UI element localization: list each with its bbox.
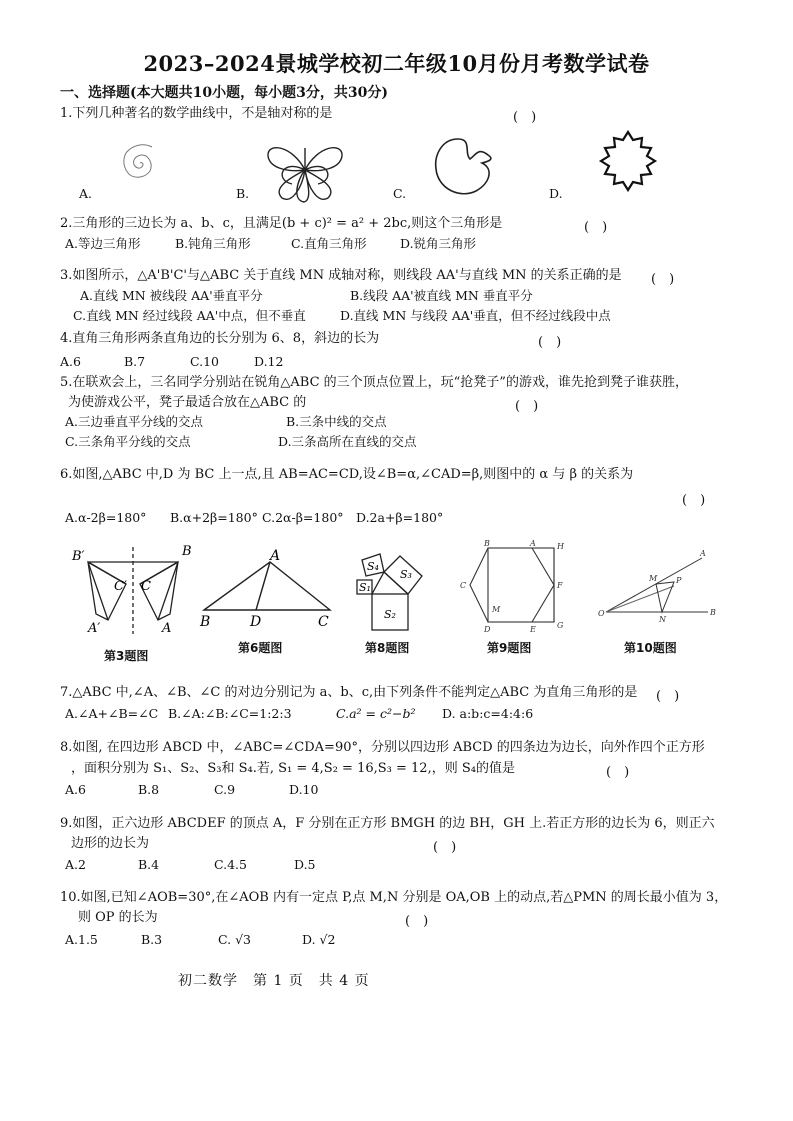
figure-6-caption: 第6题图 bbox=[238, 641, 283, 655]
q9-option-d: D.5 bbox=[294, 857, 316, 872]
fig10-label-n: N bbox=[659, 615, 666, 624]
fig10-label-a: A bbox=[700, 549, 706, 558]
q1-label-c: C. bbox=[393, 186, 407, 201]
fig10-label-m: M bbox=[649, 574, 658, 583]
q7-option-c: C.a² = c²−b² bbox=[336, 706, 416, 721]
q4-option-b: B.7 bbox=[124, 354, 146, 369]
q8-option-d: D.10 bbox=[289, 782, 319, 797]
q2-option-d: D.锐角三角形 bbox=[400, 236, 477, 251]
fig6-label-c: C bbox=[318, 614, 329, 630]
q10-option-a: A.1.5 bbox=[65, 932, 98, 947]
q8-option-b: B.8 bbox=[138, 782, 160, 797]
q4-answer-paren: ( ) bbox=[538, 335, 562, 350]
fig3-label-a: A bbox=[162, 621, 172, 636]
q1-answer-paren: ( ) bbox=[513, 110, 537, 125]
q6-option-d: D.2a+β=180° bbox=[356, 510, 444, 525]
q5-text-line2: 为使游戏公平，凳子最适合放在△ABC 的 bbox=[68, 395, 307, 410]
fig9-label-c: C bbox=[460, 581, 467, 590]
figure-3 bbox=[68, 542, 198, 637]
q10-text-line1: 10.如图,已知∠AOB=30°,在∠AOB 内有一定点 P,点 M,N 分别是 OA,OB 上的动点,若△PMN 的周长最小值为 3， bbox=[60, 890, 728, 905]
page-footer: 初二数学 第 1 页 共 4 页 bbox=[178, 973, 370, 989]
q2-option-a: A.等边三角形 bbox=[65, 236, 141, 251]
q1-label-b: B. bbox=[236, 186, 250, 201]
fig6-label-d: D bbox=[250, 614, 262, 630]
fig10-label-p: P bbox=[676, 576, 682, 585]
fig3-label-b: B bbox=[182, 544, 192, 559]
fig8-label-s4: S₄ bbox=[367, 560, 379, 573]
fig9-label-d: D bbox=[484, 625, 491, 634]
figure-3-caption: 第3题图 bbox=[104, 649, 149, 663]
fig3-label-cprime: C′ bbox=[114, 579, 127, 594]
q7-text: 7.△ABC 中,∠A、∠B、∠C 的对边分别记为 a、b、c,由下列条件不能判定△ABC 为直角三角形的是 bbox=[60, 685, 638, 700]
q1-text: 1.下列几种著名的数学曲线中，不是轴对称的是 bbox=[60, 106, 333, 121]
q10-answer-paren: ( ) bbox=[405, 914, 429, 929]
fig8-label-s3: S₃ bbox=[400, 568, 412, 581]
q2-text: 2.三角形的三边长为 a、b、c，且满足(b + c)² = a² + 2bc,则这个三角形是 bbox=[60, 216, 503, 231]
q5-option-b: B.三条中线的交点 bbox=[286, 414, 387, 429]
figure-6 bbox=[196, 548, 341, 628]
q8-answer-paren: ( ) bbox=[606, 765, 630, 780]
q6-answer-paren: ( ) bbox=[682, 493, 706, 508]
q3-option-b: B.线段 AA'被直线 MN 垂直平分 bbox=[350, 288, 533, 303]
fig9-label-g: G bbox=[557, 621, 564, 630]
q9-text-line1: 9.如图，正六边形 ABCDEF 的顶点 A，F 分别在正方形 BMGH 的边 BH，GH 上.若正方形的边长为 6，则正六 bbox=[60, 816, 715, 831]
figure-9-caption: 第9题图 bbox=[487, 641, 532, 655]
q8-text-line1: 8.如图, 在四边形 ABCD 中，∠ABC=∠CDA=90°，分别以四边形 ABCD 的四条边为边长，向外作四个正方形 bbox=[60, 740, 705, 755]
fig9-label-m: M bbox=[492, 605, 501, 614]
spiral-figure bbox=[110, 138, 170, 188]
q10-option-d: D. √2 bbox=[302, 932, 336, 947]
figure-10 bbox=[596, 546, 722, 626]
fig3-label-bprime: B′ bbox=[72, 549, 85, 564]
fig3-label-c: C bbox=[141, 579, 151, 594]
figure-8-caption: 第8题图 bbox=[365, 641, 410, 655]
q5-option-d: D.三条高所在直线的交点 bbox=[278, 434, 417, 449]
q3-answer-paren: ( ) bbox=[651, 272, 675, 287]
page-title: 2023–2024景城学校初二年级10月份月考数学试卷 bbox=[143, 51, 650, 76]
fig9-label-f: F bbox=[557, 581, 563, 590]
fig9-label-b: B bbox=[484, 539, 490, 548]
q4-option-c: C.10 bbox=[190, 354, 219, 369]
figure-10-caption: 第10题图 bbox=[624, 641, 677, 655]
q5-answer-paren: ( ) bbox=[515, 399, 539, 414]
q8-option-a: A.6 bbox=[65, 782, 86, 797]
q4-option-a: A.6 bbox=[60, 354, 81, 369]
fig8-label-s1: S₁ bbox=[359, 581, 371, 594]
cardioid-figure bbox=[430, 133, 500, 203]
q3-option-d: D.直线 MN 与线段 AA'垂直，但不经过线段中点 bbox=[340, 308, 611, 323]
q2-option-b: B.钝角三角形 bbox=[175, 236, 251, 251]
q2-answer-paren: ( ) bbox=[584, 220, 608, 235]
fig3-label-aprime: A′ bbox=[88, 621, 101, 636]
q9-option-b: B.4 bbox=[138, 857, 160, 872]
q1-label-a: A. bbox=[79, 186, 93, 201]
q4-text: 4.直角三角形两条直角边的长分别为 6、8，斜边的长为 bbox=[60, 331, 380, 346]
q9-option-a: A.2 bbox=[65, 857, 86, 872]
q6-option-b: B.α+2β=180° bbox=[170, 510, 258, 525]
q5-option-c: C.三条角平分线的交点 bbox=[65, 434, 191, 449]
q1-label-d: D. bbox=[549, 186, 563, 201]
q10-option-b: B.3 bbox=[141, 932, 163, 947]
q6-option-a: A.α-2β=180° bbox=[65, 510, 147, 525]
fig6-label-b: B bbox=[200, 614, 211, 630]
q3-text: 3.如图所示，△A'B'C'与△ABC 关于直线 MN 成轴对称，则线段 AA'与直线 MN 的关系正确的是 bbox=[60, 268, 622, 283]
q7-option-a: A.∠A+∠B=∠C bbox=[65, 706, 159, 721]
fig8-label-s2: S₂ bbox=[384, 608, 396, 621]
q3-option-a: A.直线 MN 被线段 AA'垂直平分 bbox=[80, 288, 263, 303]
q10-option-c: C. √3 bbox=[218, 932, 251, 947]
q5-text-line1: 5.在联欢会上，三名同学分别站在锐角△ABC 的三个顶点位置上，玩“抢凳子”的游戏，谁先抢到凳子谁获胜， bbox=[60, 375, 688, 390]
q8-option-c: C.9 bbox=[214, 782, 236, 797]
q2-option-c: C.直角三角形 bbox=[291, 236, 367, 251]
q9-option-c: C.4.5 bbox=[214, 857, 247, 872]
q8-text-line2: ，面积分别为 S₁、S₂、S₃和 S₄.若, S₁ = 4,S₂ = 16,S₃ = 12,，则 S₄的值是 bbox=[71, 761, 515, 776]
section-heading: 一、选择题(本大题共10小题，每小题3分，共30分) bbox=[60, 85, 388, 101]
q9-text-line2: 边形的边长为 bbox=[71, 836, 150, 851]
fig6-label-a: A bbox=[270, 548, 281, 564]
figure-9 bbox=[456, 540, 574, 636]
fig9-label-h: H bbox=[557, 542, 564, 551]
q10-text-line2: 则 OP 的长为 bbox=[78, 910, 158, 925]
butterfly-figure bbox=[262, 140, 348, 206]
q6-text: 6.如图,△ABC 中,D 为 BC 上一点,且 AB=AC=CD,设∠B=α,∠CAD=β,则图中的 α 与 β 的关系为 bbox=[60, 467, 634, 482]
fig9-label-a: A bbox=[530, 539, 536, 548]
q3-option-c: C.直线 MN 经过线段 AA'中点，但不垂直 bbox=[73, 308, 306, 323]
fig10-label-b: B bbox=[710, 608, 716, 617]
q9-answer-paren: ( ) bbox=[433, 840, 457, 855]
q6-option-c: C.2α-β=180° bbox=[262, 510, 344, 525]
fig10-label-o: O bbox=[598, 609, 605, 618]
figure-8 bbox=[352, 546, 434, 634]
koch-snowflake-figure bbox=[595, 128, 661, 192]
fig9-label-e: E bbox=[530, 625, 536, 634]
q5-option-a: A.三边垂直平分线的交点 bbox=[65, 414, 204, 429]
q7-answer-paren: ( ) bbox=[656, 689, 680, 704]
q7-option-b: B.∠A:∠B:∠C=1:2:3 bbox=[168, 706, 292, 721]
q4-option-d: D.12 bbox=[254, 354, 284, 369]
q7-option-d: D. a:b:c=4:4:6 bbox=[442, 706, 534, 721]
